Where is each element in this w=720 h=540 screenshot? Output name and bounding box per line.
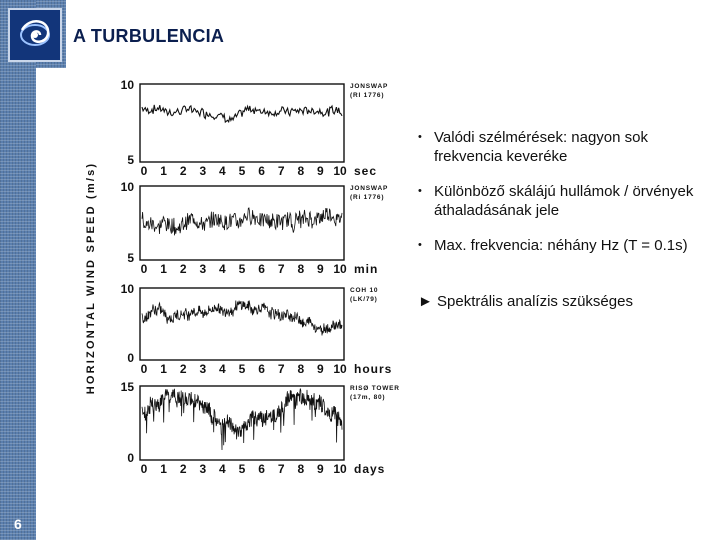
x-tick-label: 4 (219, 164, 226, 178)
x-tick-label: 4 (219, 362, 226, 376)
wind-speed-trace (142, 105, 342, 122)
x-tick-label: 8 (297, 262, 305, 276)
y-tick-label: 15 (120, 380, 134, 394)
x-tick-label: 4 (219, 462, 226, 476)
x-tick-label: 8 (297, 164, 305, 178)
x-tick-label: 9 (317, 362, 324, 376)
x-tick-label: 2 (179, 462, 187, 476)
panel-frame (140, 84, 344, 162)
x-tick-label: 1 (160, 362, 167, 376)
x-tick-label: 2 (179, 362, 187, 376)
x-tick-label: 3 (199, 164, 207, 178)
x-tick-label: 7 (277, 164, 285, 178)
wind-speed-figure (82, 78, 407, 488)
source-label: RISØ TOWER (350, 385, 400, 392)
x-unit-label: sec (354, 164, 378, 178)
conclusion-item (418, 292, 633, 311)
arrow-icon: ► (418, 293, 433, 310)
source-label: COH 10 (350, 287, 379, 294)
y-tick-label: 5 (127, 251, 134, 265)
source-label: (Ri 1776) (350, 194, 385, 201)
x-tick-label: 0 (140, 362, 148, 376)
panel-frame (140, 186, 344, 260)
x-tick-label: 3 (199, 262, 207, 276)
x-tick-label: 5 (238, 362, 246, 376)
x-tick-label: 3 (199, 362, 207, 376)
y-tick-label: 10 (120, 282, 134, 296)
source-label: (RI 1776) (350, 92, 385, 99)
x-tick-label: 0 (140, 262, 148, 276)
x-tick-label: 10 (333, 362, 347, 376)
y-tick-label: 0 (127, 351, 134, 365)
x-tick-label: 10 (333, 164, 347, 178)
x-tick-label: 6 (258, 164, 265, 178)
wind-speed-plots (82, 78, 407, 488)
page-title: A TURBULENCIA (73, 26, 225, 46)
x-unit-label: hours (354, 362, 393, 376)
y-axis-label: HORIZONTAL WIND SPEED (m/s) (85, 161, 97, 395)
x-tick-label: 2 (179, 164, 187, 178)
x-tick-label: 0 (140, 462, 148, 476)
source-label: JONSWAP (350, 83, 389, 90)
y-tick-label: 0 (127, 451, 134, 465)
x-tick-label: 6 (258, 462, 265, 476)
source-label: JONSWAP (350, 185, 389, 192)
bullet-marker: • (418, 131, 422, 143)
x-tick-label: 1 (160, 462, 167, 476)
x-tick-label: 1 (160, 164, 167, 178)
panel-frame (140, 386, 344, 460)
spiral-galaxy-logo-icon (8, 8, 62, 62)
x-unit-label: days (354, 462, 386, 476)
x-tick-label: 0 (140, 164, 148, 178)
wind-speed-trace (142, 389, 342, 451)
x-tick-label: 5 (238, 262, 246, 276)
x-tick-label: 9 (317, 262, 324, 276)
bullet-marker: • (418, 239, 422, 251)
x-tick-label: 1 (160, 262, 167, 276)
x-tick-label: 8 (297, 362, 305, 376)
conclusion-text: Spektrális analízis szükséges (437, 293, 633, 310)
page-number: 6 (14, 516, 22, 532)
x-tick-label: 5 (238, 164, 246, 178)
bullet-text: Max. frekvencia: néhány Hz (T = 0.1s) (434, 237, 688, 254)
y-tick-label: 10 (120, 180, 134, 194)
x-tick-label: 3 (199, 462, 207, 476)
x-tick-label: 10 (333, 262, 347, 276)
x-tick-label: 8 (297, 462, 305, 476)
x-tick-label: 7 (277, 462, 285, 476)
x-tick-label: 9 (317, 462, 324, 476)
x-tick-label: 9 (317, 164, 324, 178)
x-unit-label: min (354, 262, 379, 276)
bullet-marker: • (418, 185, 422, 197)
left-decorative-bar (0, 0, 36, 540)
wind-speed-trace (142, 300, 342, 335)
source-label: (17m, 80) (350, 394, 386, 401)
panel-frame (140, 288, 344, 360)
x-tick-label: 6 (258, 362, 265, 376)
wind-speed-trace (142, 208, 342, 235)
x-tick-label: 5 (238, 462, 246, 476)
x-tick-label: 4 (219, 262, 226, 276)
x-tick-label: 7 (277, 262, 285, 276)
bullet-text: Valódi szélmérések: nagyon sok frekvencia keveréke (434, 129, 648, 165)
y-tick-label: 5 (127, 153, 134, 167)
bullet-text: Különböző skálájú hullámok / örvények áthaladásának jele (434, 183, 694, 219)
source-label: (LK/79) (350, 296, 378, 303)
x-tick-label: 6 (258, 262, 265, 276)
x-tick-label: 10 (333, 462, 347, 476)
x-tick-label: 2 (179, 262, 187, 276)
x-tick-label: 7 (277, 362, 285, 376)
y-tick-label: 10 (120, 78, 134, 92)
